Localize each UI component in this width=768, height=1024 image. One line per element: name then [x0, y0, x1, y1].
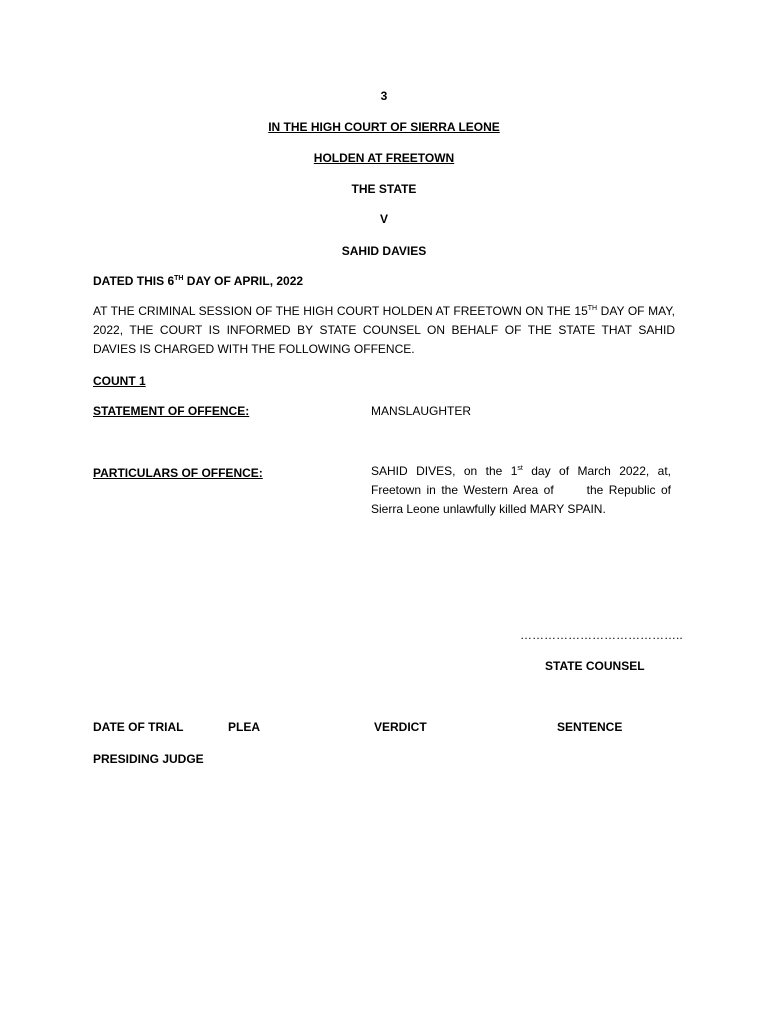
verdict-label: VERDICT	[374, 720, 427, 734]
party-state: THE STATE	[351, 182, 417, 196]
party-accused: SAHID DAVIES	[341, 244, 427, 258]
page-number: 3	[380, 89, 388, 103]
intro-paragraph: AT THE CRIMINAL SESSION OF THE HIGH COURT HOLDEN AT FREETOWN ON THE 15TH DAY OF MAY, 2022, THE COURT IS INFORMED BY STATE COUNSEL ON BEHALF OF THE STATE THAT SAHID DAVIES IS CHARGED WITH THE FOLLOWING OFFENCE.	[93, 304, 675, 356]
statement-of-offence-value: MANSLAUGHTER	[371, 404, 472, 418]
particulars-of-offence-text: SAHID DIVES, on the 1st day of March 2022, at, Freetown in the Western Area of the Republic of Sierra Leone unlawfully killed MARY SPAIN.	[371, 464, 671, 516]
date-of-trial-label: DATE OF TRIAL	[93, 720, 184, 734]
presiding-judge-label: PRESIDING JUDGE	[93, 752, 204, 766]
statement-of-offence-label: STATEMENT OF OFFENCE:	[93, 404, 250, 418]
plea-label: PLEA	[228, 720, 261, 734]
dated-line: DATED THIS 6TH DAY OF APRIL, 2022	[93, 274, 304, 288]
holden-location: HOLDEN AT FREETOWN	[313, 151, 455, 165]
particulars-of-offence-label: PARTICULARS OF OFFENCE:	[93, 466, 263, 480]
signature-line: …………………………………..	[520, 628, 683, 642]
count-label: COUNT 1	[93, 374, 146, 388]
sentence-label: SENTENCE	[557, 720, 623, 734]
court-title: IN THE HIGH COURT OF SIERRA LEONE	[268, 120, 500, 134]
versus: V	[379, 212, 388, 226]
state-counsel-title: STATE COUNSEL	[545, 659, 645, 673]
